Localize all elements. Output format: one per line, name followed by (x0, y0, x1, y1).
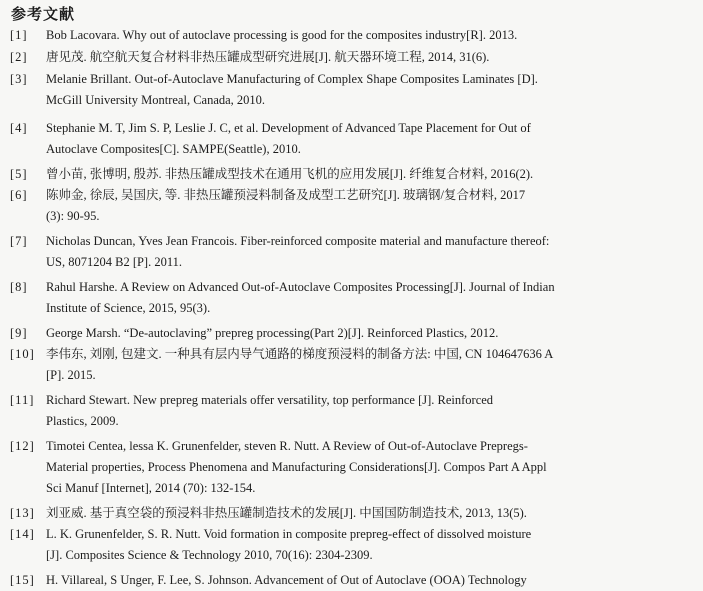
reference-item-5 (10, 164, 693, 185)
reference-line: Plastics, 2009. (46, 414, 119, 428)
reference-text (46, 524, 693, 566)
reference-item-12 (10, 436, 693, 499)
reference-item-11 (10, 390, 693, 432)
reference-line: Sci Manuf [Internet], 2014 (70): 132-154. (46, 481, 256, 495)
reference-line: 李伟东, 刘刚, 包建文. 一种具有层内导气通路的梯度预浸料的制备方法: 中国, CN 104647636 A (46, 347, 554, 361)
reference-line: (3): 90-95. (46, 209, 100, 223)
reference-item-6 (10, 185, 693, 227)
reference-item-14 (10, 524, 693, 566)
reference-line: 陈帅金, 徐辰, 吴国庆, 等. 非热压罐预浸料制备及成型工艺研究[J]. 玻璃钢/复合材料, 2017 (46, 188, 526, 202)
reference-line: Rahul Harshe. A Review on Advanced Out-of-Autoclave Composites Processing[J]. Journal of Indian (46, 280, 555, 294)
reference-text (46, 390, 693, 432)
reference-line: 曾小苗, 张博明, 殷苏. 非热压罐成型技术在通用飞机的应用发展[J]. 纤维复合材料, 2016(2). (46, 167, 534, 181)
reference-number: [14] (10, 527, 35, 541)
reference-line: H. Villareal, S Unger, F. Lee, S. Johnson. Advancement of Out of Autoclave (OOA) Technology (46, 573, 527, 587)
references-heading: 参考文献 (11, 5, 76, 23)
reference-text (46, 69, 693, 111)
reference-line: Timotei Centea, lessa K. Grunenfelder, steven R. Nutt. A Review of Out-of-Autoclave Prepregs- (46, 439, 528, 453)
reference-line: Melanie Brillant. Out-of-Autoclave Manufacturing of Complex Shape Composites Laminates [D]. (46, 72, 538, 86)
reference-line: [P]. 2015. (46, 368, 96, 382)
reference-item-8 (10, 277, 693, 319)
reference-line: [J]. Composites Science & Technology 2010, 70(16): 2304-2309. (46, 548, 373, 562)
reference-line: 刘亚威. 基于真空袋的预浸料非热压罐制造技术的发展[J]. 中国国防制造技术, 2013, 13(5). (46, 506, 527, 520)
reference-item-15 (10, 570, 693, 591)
reference-item-9 (10, 323, 693, 344)
reference-list (10, 25, 693, 591)
reference-item-10 (10, 344, 693, 386)
reference-line: US, 8071204 B2 [P]. 2011. (46, 255, 183, 269)
reference-item-3 (10, 69, 693, 111)
reference-number: [10] (10, 347, 35, 361)
reference-text (46, 503, 693, 524)
reference-number: [1] (10, 28, 28, 42)
reference-number: [15] (10, 573, 35, 587)
reference-line: Stephanie M. T, Jim S. P, Leslie J. C, et al. Development of Advanced Tape Placement for Out of (46, 121, 531, 135)
reference-line: Material properties, Process Phenomena and Manufacturing Considerations[J]. Compos Part A Appl (46, 460, 547, 474)
reference-number: [13] (10, 506, 35, 520)
reference-line: L. K. Grunenfelder, S. R. Nutt. Void formation in composite prepreg-effect of dissolved moisture (46, 527, 532, 541)
reference-text (46, 323, 693, 344)
reference-line: McGill University Montreal, Canada, 2010. (46, 93, 266, 107)
reference-text (46, 47, 693, 68)
reference-text (46, 164, 693, 185)
reference-number: [4] (10, 121, 28, 135)
reference-text (46, 25, 693, 46)
reference-line: Institute of Science, 2015, 95(3). (46, 301, 211, 315)
reference-text (46, 277, 693, 319)
reference-number: [3] (10, 72, 28, 86)
reference-number: [5] (10, 167, 28, 181)
reference-number: [12] (10, 439, 35, 453)
reference-item-13 (10, 503, 693, 524)
reference-text (46, 344, 693, 386)
reference-item-4 (10, 118, 693, 160)
reference-number: [9] (10, 326, 28, 340)
reference-line: George Marsh. “De-autoclaving” prepreg processing(Part 2)[J]. Reinforced Plastics, 2012. (46, 326, 499, 340)
reference-text (46, 118, 693, 160)
reference-text (46, 185, 693, 227)
reference-number: [6] (10, 188, 28, 202)
reference-text (46, 231, 693, 273)
reference-text (46, 570, 693, 591)
reference-item-1 (10, 25, 693, 46)
reference-line: Richard Stewart. New prepreg materials offer versatility, top performance [J]. Reinforced (46, 393, 494, 407)
reference-number: [8] (10, 280, 28, 294)
reference-line: Autoclave Composites[C]. SAMPE(Seattle), 2010. (46, 142, 301, 156)
reference-text (46, 436, 693, 499)
reference-line: Bob Lacovara. Why out of autoclave processing is good for the composites industry[R]. 2013. (46, 28, 518, 42)
reference-line: 唐见茂. 航空航天复合材料非热压罐成型研究进展[J]. 航天器环境工程, 2014, 31(6). (46, 50, 490, 64)
reference-line: Nicholas Duncan, Yves Jean Francois. Fiber-reinforced composite material and manufacture thereof: (46, 234, 550, 248)
reference-item-2 (10, 47, 693, 68)
reference-number: [7] (10, 234, 28, 248)
reference-item-7 (10, 231, 693, 273)
reference-number: [2] (10, 50, 28, 64)
reference-number: [11] (10, 393, 35, 407)
